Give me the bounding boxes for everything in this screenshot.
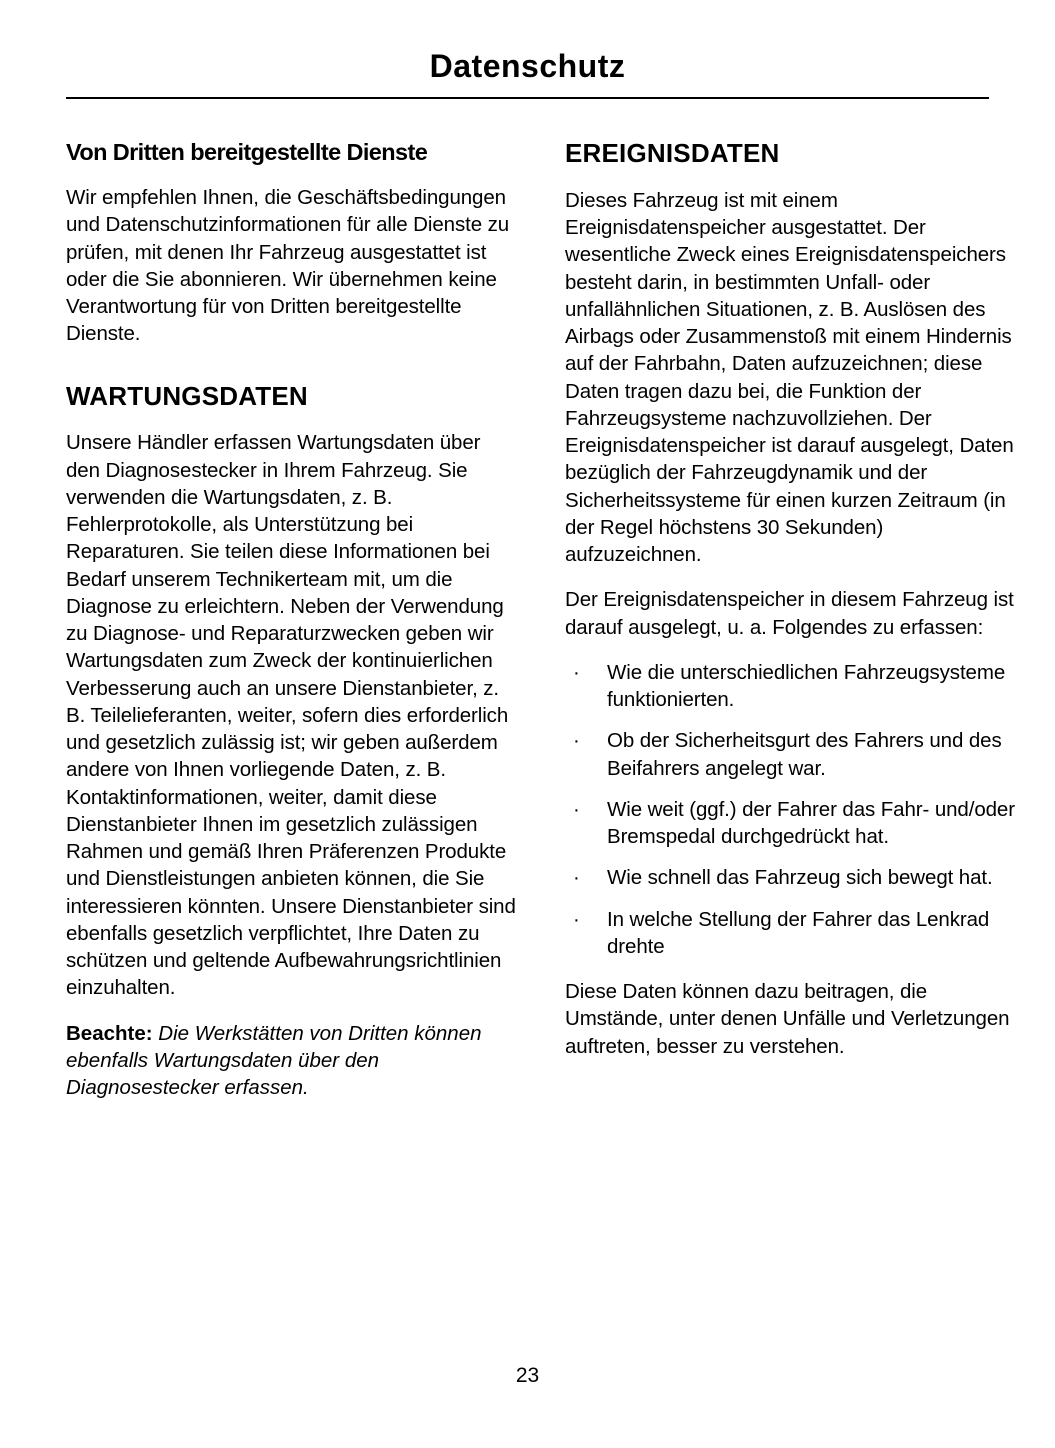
list-item xyxy=(565,659,1018,714)
right-column xyxy=(565,139,1018,1060)
list-item xyxy=(565,864,1018,891)
list-item-text: In welche Stellung der Fahrer das Lenkrad drehte xyxy=(607,907,990,958)
list-item xyxy=(565,727,1018,782)
two-column-layout xyxy=(66,138,1015,1101)
bullet-icon: · xyxy=(573,797,580,821)
list-item-text: Ob der Sicherheitsgurt des Fahrers und des Beifahrers angelegt war. xyxy=(607,729,1002,780)
left-column xyxy=(66,139,519,1101)
left-subheading: Von Dritten bereitgestellte Dienste xyxy=(66,139,428,165)
left-section-heading: WARTUNGSDATEN xyxy=(66,380,308,411)
list-item xyxy=(565,796,1018,851)
list-item-text: Wie schnell das Fahrzeug sich bewegt hat. xyxy=(607,866,993,890)
right-paragraph-2: Der Ereignisdatenspeicher in diesem Fahrzeug ist darauf ausgelegt, u. a. Folgendes zu erfassen: xyxy=(565,588,1014,639)
event-data-bullet-list xyxy=(565,659,1018,960)
left-section-paragraph: Unsere Händler erfassen Wartungsdaten über den Diagnosestecker in Ihrem Fahrzeug. Sie verwenden die Wartungsdaten, z. B. Fehlerprotokolle, als Unterstützung bei Reparaturen. Sie teilen diese Informationen bei Bedarf unserem Technikerteam mit, um die Diagnose zu erleichtern. Neben der Verwendung zu Diagnose- und Reparaturzwecken geben wir Wartungsdaten zum Zweck der kontinuierlichen Verbesserung auch an unsere Dienstanbieter, z. B. Teilelieferanten, weiter, sofern dies erforderlich und gesetzlich zulässig ist; wir geben außerdem andere von Ihnen vorliegende Daten, z. B. Kontaktinformationen, weiter, damit diese Dienstanbieter Ihnen im gesetzlich zulässigen Rahmen und gemäß Ihren Präferenzen Produkte und Dienstleistungen anbieten können, die Sie interessieren könnten. Unsere Dienstanbieter sind ebenfalls gesetzlich verpflichtet, Ihre Daten zu schützen und geltende Aufbewahrungsrichtlinien einzuhalten. xyxy=(66,431,516,1000)
note-text: Die Werkstätten von Dritten können ebenfalls Wartungsdaten über den Diagnosestecker erfassen. xyxy=(66,1021,482,1100)
bullet-icon: · xyxy=(573,866,580,890)
header-divider xyxy=(66,97,989,99)
list-item xyxy=(565,906,1018,961)
left-note xyxy=(66,1020,519,1102)
right-paragraph-1: Dieses Fahrzeug ist mit einem Ereignisdatenspeicher ausgestattet. Der wesentliche Zweck eines Ereignisdatenspeichers besteht darin, in bestimmten Unfall- oder unfallähnlichen Situationen, z. B. Auslösen des Airbags oder Zusammenstoß mit einem Hindernis auf der Fahrbahn, Daten aufzuzeichnen; diese Daten tragen dazu bei, die Funktion der Fahrzeugsysteme nachzuvollziehen. Der Ereignisdatenspeicher ist darauf ausgelegt, Daten bezüglich der Fahrzeugdynamik und der Sicherheitssysteme für einen kurzen Zeitraum (in der Regel höchstens 30 Sekunden) aufzuzeichnen. xyxy=(565,188,1014,567)
list-item-text: Wie weit (ggf.) der Fahrer das Fahr- und/oder Bremspedal durchgedrückt hat. xyxy=(607,797,1015,849)
page-number: 23 xyxy=(515,1364,540,1387)
note-label: Beachte: xyxy=(66,1021,153,1045)
page-title: Datenschutz xyxy=(429,48,626,84)
left-intro-paragraph: Wir empfehlen Ihnen, die Geschäftsbedingungen und Datenschutzinformationen für alle Dienste zu prüfen, mit denen Ihr Fahrzeug ausgestattet ist oder die Sie abonnieren. Wir übernehmen keine Verantwortung für von Dritten bereitgestellte Dienste. xyxy=(66,186,510,346)
right-section-heading: EREIGNISDATEN xyxy=(565,138,780,168)
bullet-icon: · xyxy=(573,729,580,753)
bullet-icon: · xyxy=(573,660,580,684)
bullet-icon: · xyxy=(573,907,580,931)
list-item-text: Wie die unterschiedlichen Fahrzeugsysteme funktionierten. xyxy=(607,660,1006,712)
right-paragraph-3: Diese Daten können dazu beitragen, die Umstände, unter denen Unfälle und Verletzungen auftreten, besser zu verstehen. xyxy=(565,980,1010,1058)
